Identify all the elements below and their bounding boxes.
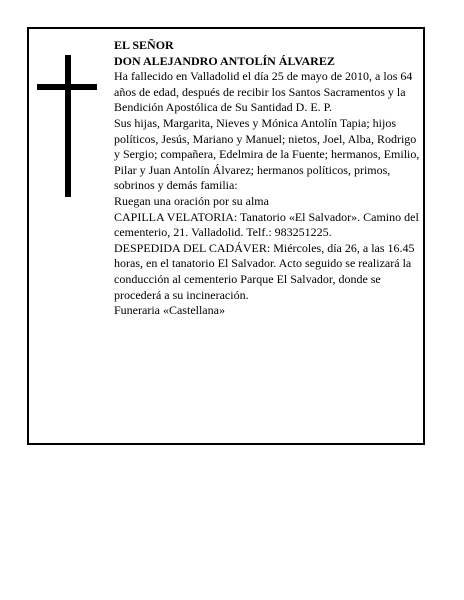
family-members: Sus hijas, Margarita, Nieves y Mónica Antolín Tapia; hijos políticos, Jesús, Mariano y Manuel; nietos, Joel, Alba, Rodrigo y Sergio; compañera, Edelmira de la Fuente; hermanos, Emilio, Pilar y Juan Antolín Álvarez; hermanos políticos, primos, sobrinos y demás familia:	[114, 115, 420, 193]
cross-horizontal-bar	[37, 84, 97, 90]
latin-cross-icon	[37, 55, 97, 197]
farewell-info: DESPEDIDA DEL CADÁVER: Miércoles, día 26, a las 16.45 horas, en el tanatorio El Salvador. Acto seguido se realizará la conducción al cementerio Parque El Salvador, donde se procederá a su incineración.	[114, 240, 415, 302]
chapel-info: CAPILLA VELATORIA: Tanatorio «El Salvador». Camino del cementerio, 21. Valladolid. Telf.: 983251225.	[114, 209, 419, 240]
deceased-name: DON ALEJANDRO ANTOLÍN ÁLVAREZ	[114, 53, 335, 68]
cross-vertical-bar	[65, 55, 71, 197]
notice-title: EL SEÑOR	[114, 38, 174, 52]
prayer-request: Ruegan una oración por su alma	[114, 193, 269, 208]
death-info: Ha fallecido en Valladolid el día 25 de mayo de 2010, a los 64 años de edad, después de recibir los Santos Sacramentos y la Bendición Apostólica de Su Santidad D. E. P.	[114, 69, 413, 115]
funeral-home: Funeraria «Castellana»	[114, 303, 225, 318]
obituary-text	[114, 38, 420, 319]
